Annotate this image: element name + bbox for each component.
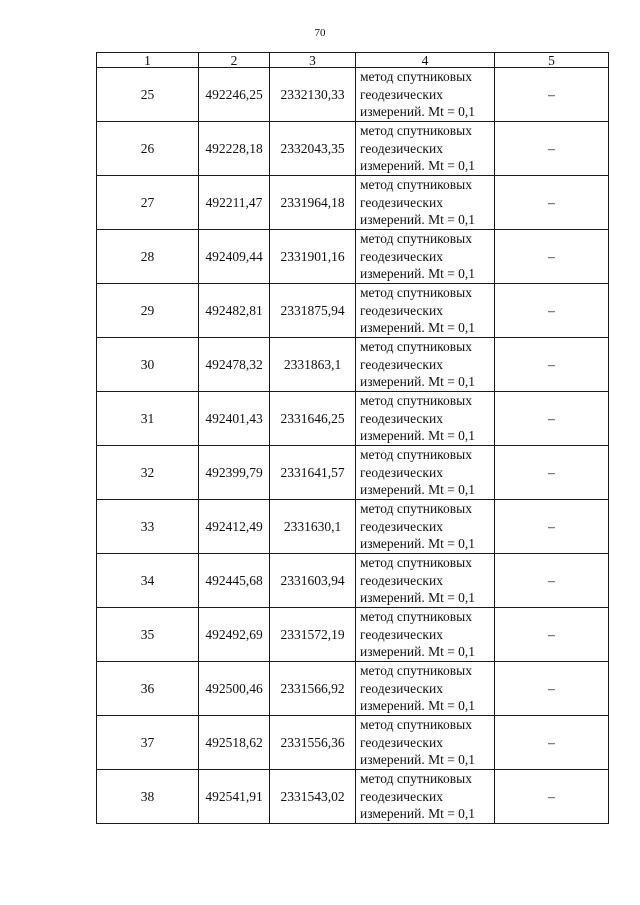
- method-text-line: геодезических: [360, 248, 443, 264]
- table-row: [97, 122, 609, 176]
- method-text-line: измерений. Mt = 0,1: [360, 266, 476, 282]
- table-row: [97, 662, 609, 716]
- method-text-line: измерений. Mt = 0,1: [360, 428, 476, 444]
- method-text-line: измерений. Mt = 0,1: [360, 212, 476, 228]
- point-number-cell: 29: [97, 284, 199, 338]
- note-cell: –: [495, 392, 609, 446]
- point-number-cell: 30: [97, 338, 199, 392]
- note-cell: –: [495, 662, 609, 716]
- note-cell: –: [495, 608, 609, 662]
- method-text-line: геодезических: [360, 626, 443, 642]
- y-coordinate-cell: 2332043,35: [270, 122, 356, 176]
- note-cell: –: [495, 284, 609, 338]
- point-number-cell: 36: [97, 662, 199, 716]
- point-number-cell: 31: [97, 392, 199, 446]
- table-row: [97, 716, 609, 770]
- method-text-line: геодезических: [360, 410, 443, 426]
- method-text-line: метод спутниковых: [360, 231, 472, 247]
- method-text-line: метод спутниковых: [360, 123, 472, 139]
- note-cell: –: [495, 338, 609, 392]
- method-text-line: геодезических: [360, 788, 443, 804]
- page-number: 70: [314, 27, 326, 39]
- point-number-cell: 28: [97, 230, 199, 284]
- header-cell-note: 5: [495, 53, 609, 68]
- y-coordinate-cell: 2331863,1: [270, 338, 356, 392]
- method-cell: [356, 500, 495, 554]
- table-header: [97, 53, 609, 68]
- method-text-line: измерений. Mt = 0,1: [360, 536, 476, 552]
- note-cell: –: [495, 770, 609, 824]
- method-cell: [356, 392, 495, 446]
- point-number-cell: 27: [97, 176, 199, 230]
- x-coordinate-cell: 492399,79: [199, 446, 270, 500]
- method-cell: [356, 284, 495, 338]
- note-cell: –: [495, 230, 609, 284]
- x-coordinate-cell: 492412,49: [199, 500, 270, 554]
- x-coordinate-cell: 492409,44: [199, 230, 270, 284]
- header-cell-method: 4: [356, 53, 495, 68]
- method-text-line: метод спутниковых: [360, 69, 472, 85]
- table-row: [97, 176, 609, 230]
- point-number-cell: 33: [97, 500, 199, 554]
- header-row: [97, 53, 609, 68]
- y-coordinate-cell: 2331646,25: [270, 392, 356, 446]
- note-cell: –: [495, 716, 609, 770]
- y-coordinate-cell: 2331901,16: [270, 230, 356, 284]
- method-text-line: метод спутниковых: [360, 177, 472, 193]
- x-coordinate-cell: 492211,47: [199, 176, 270, 230]
- method-text-line: метод спутниковых: [360, 663, 472, 679]
- y-coordinate-cell: 2331630,1: [270, 500, 356, 554]
- header-cell-x: 2: [199, 53, 270, 68]
- note-cell: –: [495, 554, 609, 608]
- x-coordinate-cell: 492401,43: [199, 392, 270, 446]
- table-row: [97, 500, 609, 554]
- table-row: [97, 554, 609, 608]
- x-coordinate-cell: 492518,62: [199, 716, 270, 770]
- method-text-line: измерений. Mt = 0,1: [360, 320, 476, 336]
- method-text-line: измерений. Mt = 0,1: [360, 752, 476, 768]
- method-text-line: метод спутниковых: [360, 447, 472, 463]
- table-row: [97, 230, 609, 284]
- method-text-line: метод спутниковых: [360, 393, 472, 409]
- method-cell: [356, 338, 495, 392]
- method-cell: [356, 122, 495, 176]
- point-number-cell: 35: [97, 608, 199, 662]
- table-row: [97, 392, 609, 446]
- method-cell: [356, 662, 495, 716]
- y-coordinate-cell: 2331964,18: [270, 176, 356, 230]
- method-text-line: измерений. Mt = 0,1: [360, 644, 476, 660]
- coordinates-table: [96, 52, 609, 824]
- table-row: [97, 446, 609, 500]
- note-cell: –: [495, 500, 609, 554]
- method-text-line: геодезических: [360, 302, 443, 318]
- header-cell-y: 3: [270, 53, 356, 68]
- x-coordinate-cell: 492228,18: [199, 122, 270, 176]
- table-row: [97, 284, 609, 338]
- header-cell-point-number: 1: [97, 53, 199, 68]
- point-number-cell: 38: [97, 770, 199, 824]
- method-text-line: измерений. Mt = 0,1: [360, 374, 476, 390]
- method-text-line: геодезических: [360, 464, 443, 480]
- method-cell: [356, 716, 495, 770]
- point-number-cell: 26: [97, 122, 199, 176]
- point-number-cell: 37: [97, 716, 199, 770]
- method-text-line: метод спутниковых: [360, 501, 472, 517]
- point-number-cell: 25: [97, 68, 199, 122]
- x-coordinate-cell: 492492,69: [199, 608, 270, 662]
- method-text-line: измерений. Mt = 0,1: [360, 482, 476, 498]
- point-number-cell: 32: [97, 446, 199, 500]
- method-text-line: измерений. Mt = 0,1: [360, 590, 476, 606]
- y-coordinate-cell: 2331875,94: [270, 284, 356, 338]
- y-coordinate-cell: 2331572,19: [270, 608, 356, 662]
- table-body: [97, 68, 609, 824]
- method-cell: [356, 608, 495, 662]
- x-coordinate-cell: 492500,46: [199, 662, 270, 716]
- method-cell: [356, 176, 495, 230]
- method-cell: [356, 230, 495, 284]
- method-text-line: метод спутниковых: [360, 555, 472, 571]
- method-text-line: измерений. Mt = 0,1: [360, 698, 476, 714]
- note-cell: –: [495, 176, 609, 230]
- x-coordinate-cell: 492541,91: [199, 770, 270, 824]
- method-cell: [356, 446, 495, 500]
- method-text-line: измерений. Mt = 0,1: [360, 806, 476, 822]
- method-text-line: геодезических: [360, 194, 443, 210]
- y-coordinate-cell: 2331566,92: [270, 662, 356, 716]
- method-text-line: метод спутниковых: [360, 609, 472, 625]
- x-coordinate-cell: 492478,32: [199, 338, 270, 392]
- y-coordinate-cell: 2331543,02: [270, 770, 356, 824]
- method-text-line: измерений. Mt = 0,1: [360, 104, 476, 120]
- table-row: [97, 770, 609, 824]
- method-cell: [356, 770, 495, 824]
- method-text-line: метод спутниковых: [360, 339, 472, 355]
- method-cell: [356, 554, 495, 608]
- table-row: [97, 338, 609, 392]
- y-coordinate-cell: 2332130,33: [270, 68, 356, 122]
- y-coordinate-cell: 2331603,94: [270, 554, 356, 608]
- note-cell: –: [495, 68, 609, 122]
- method-text-line: метод спутниковых: [360, 285, 472, 301]
- method-text-line: метод спутниковых: [360, 771, 472, 787]
- x-coordinate-cell: 492246,25: [199, 68, 270, 122]
- note-cell: –: [495, 122, 609, 176]
- method-text-line: измерений. Mt = 0,1: [360, 158, 476, 174]
- method-text-line: геодезических: [360, 680, 443, 696]
- note-cell: –: [495, 446, 609, 500]
- table-row: [97, 608, 609, 662]
- method-text-line: геодезических: [360, 518, 443, 534]
- point-number-cell: 34: [97, 554, 199, 608]
- method-text-line: геодезических: [360, 356, 443, 372]
- table-row: [97, 68, 609, 122]
- method-text-line: геодезических: [360, 140, 443, 156]
- method-text-line: метод спутниковых: [360, 717, 472, 733]
- method-cell: [356, 68, 495, 122]
- y-coordinate-cell: 2331641,57: [270, 446, 356, 500]
- method-text-line: геодезических: [360, 734, 443, 750]
- x-coordinate-cell: 492445,68: [199, 554, 270, 608]
- method-text-line: геодезических: [360, 86, 443, 102]
- x-coordinate-cell: 492482,81: [199, 284, 270, 338]
- y-coordinate-cell: 2331556,36: [270, 716, 356, 770]
- method-text-line: геодезических: [360, 572, 443, 588]
